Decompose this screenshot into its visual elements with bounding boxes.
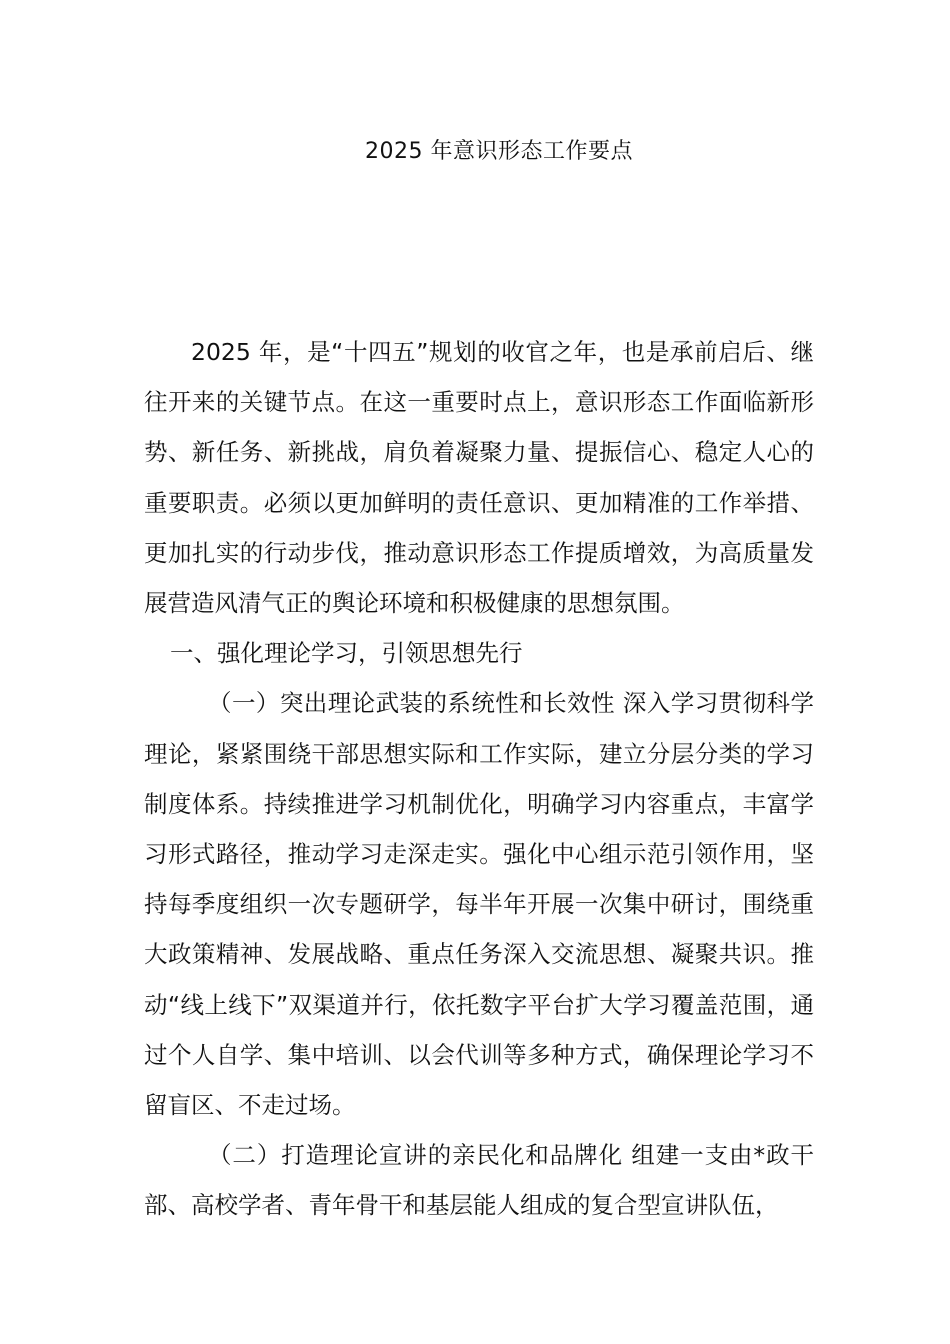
- subsection-paragraph-2: （二）打造理论宣讲的亲民化和品牌化 组建一支由*政干部、高校学者、青年骨干和基层能人组成的复合型宣讲队伍，: [144, 1141, 814, 1220]
- intro-paragraph: 2025 年，是“十四五”规划的收官之年，也是承前启后、继往开来的关键节点。在这一重要时点上，意识形态工作面临新形势、新任务、新挑战，肩负着凝聚力量、提振信心、稳定人心的重要职责。必须以更加鲜明的责任意识、更加精准的工作举措、更加扎实的行动步伐，推动意识形态工作提质增效，为高质量发展营造风清气正的舆论环境和积极健康的思想氛围。: [144, 338, 814, 618]
- document-body: [144, 327, 814, 1231]
- subsection-paragraph-1: （一）突出理论武装的系统性和长效性 深入学习贯彻科学理论，紧紧围绕干部思想实际和工作实际，建立分层分类的学习制度体系。持续推进学习机制优化，明确学习内容重点，丰富学习形式路径，推动学习走深走实。强化中心组示范引领作用，坚持每季度组织一次专题研学，每半年开展一次集中研讨，围绕重大政策精神、发展战略、重点任务深入交流思想、凝聚共识。推动“线上线下”双渠道并行，依托数字平台扩大学习覆盖范围，通过个人自学、集中培训、以会代训等多种方式，确保理论学习不留盲区、不走过场。: [144, 689, 814, 1120]
- document-title: 2025 年意识形态工作要点: [365, 139, 633, 164]
- section-heading: 一、强化理论学习，引领思想先行: [170, 639, 523, 668]
